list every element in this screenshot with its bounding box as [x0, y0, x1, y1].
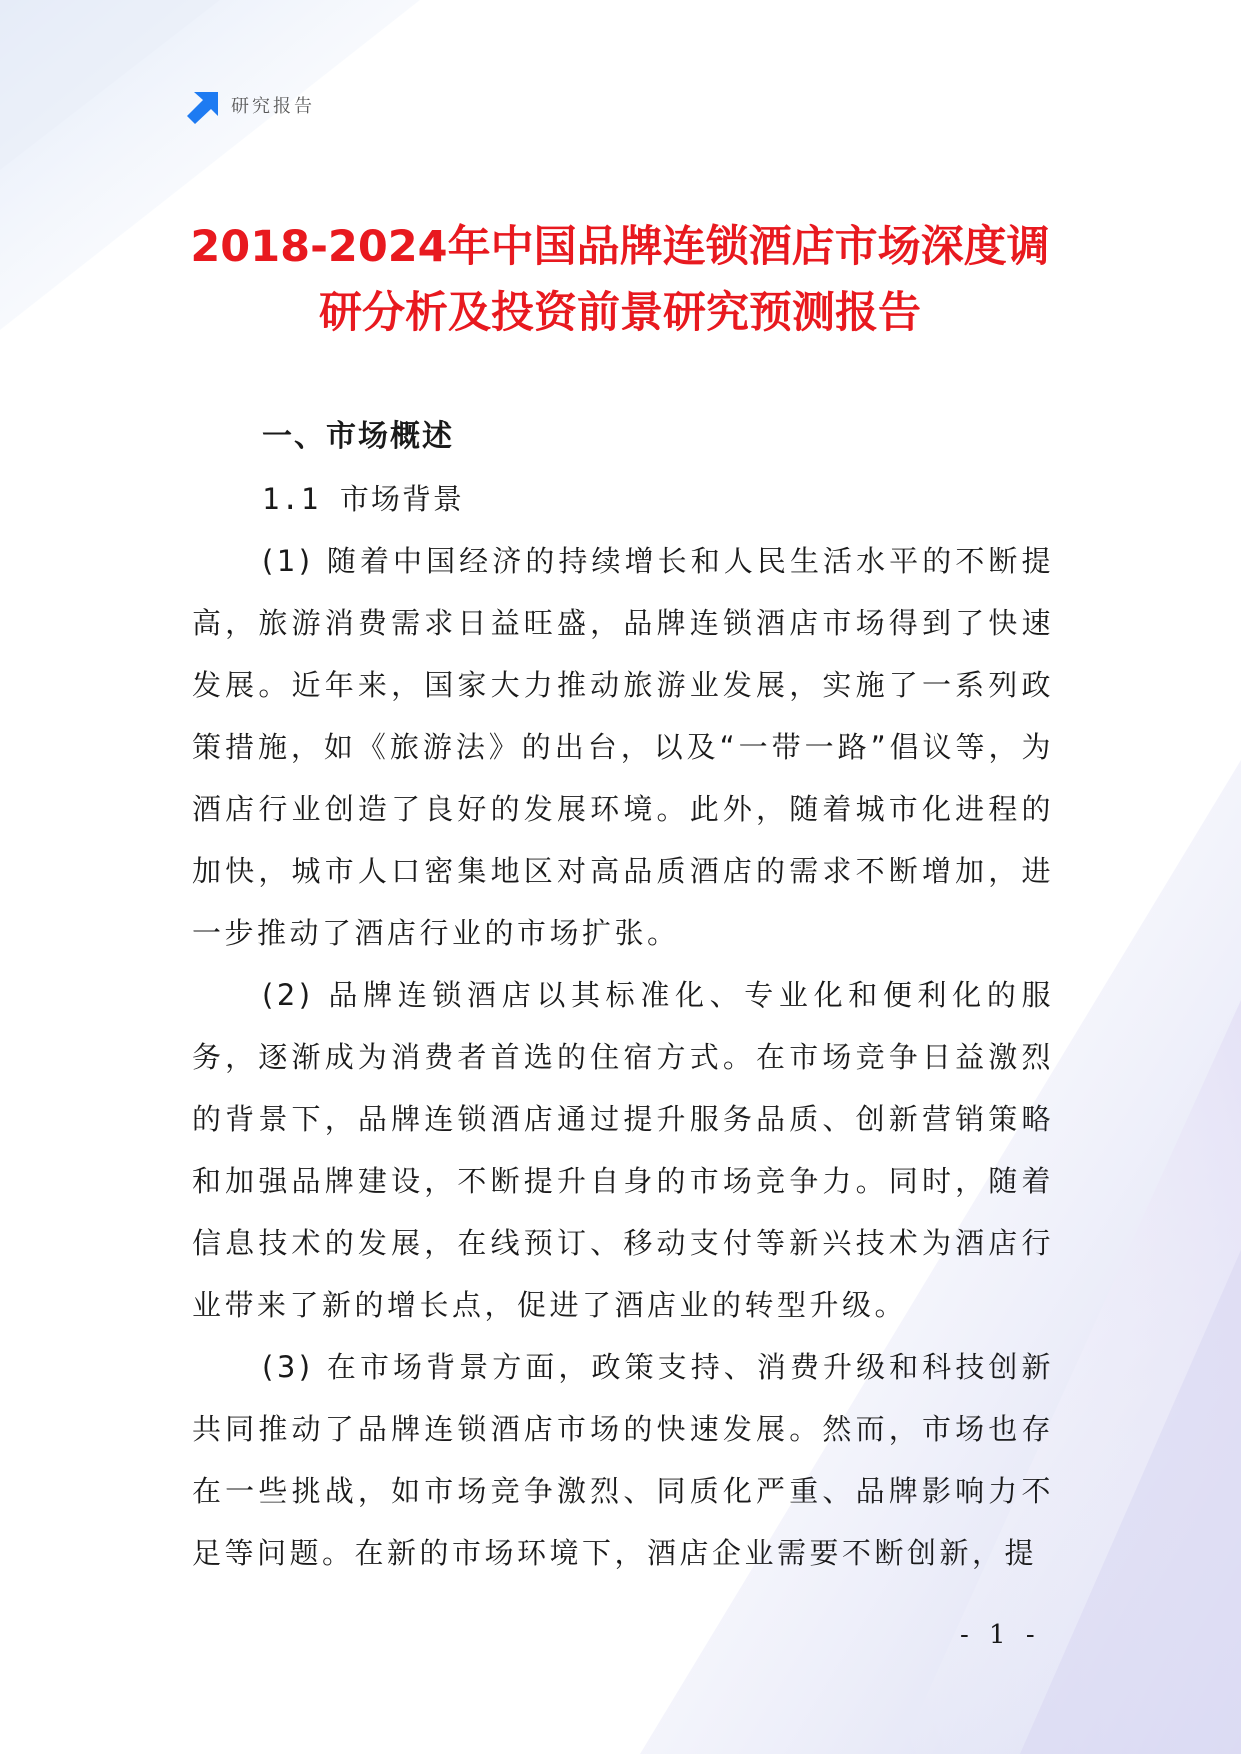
page-number: - 1 - — [960, 1620, 1041, 1650]
title-line-2: 研分析及投资前景研究预测报告 — [319, 288, 921, 338]
section-heading: 一、市场概述 — [262, 419, 454, 454]
section-subheading: 1.1 市场背景 — [262, 482, 464, 516]
document-title — [150, 214, 1090, 346]
arrow-up-right-icon — [186, 88, 222, 124]
header-label: 研究报告 — [231, 96, 315, 117]
paragraph: (1) 随着中国经济的持续增长和人民生活水平的不断提高，旅游消费需求日益旺盛，品牌连锁酒店市场得到了快速发展。近年来，国家大力推动旅游业发展，实施了一系列政策措施，如《旅游法》的出台，以及“一带一路”倡议等，为酒店行业创造了良好的发展环境。此外，随着城市化进程的加快，城市人口密集地区对高品质酒店的需求不断增加，进一步推动了酒店行业的市场扩张。 — [192, 544, 1054, 950]
paragraph: (3) 在市场背景方面，政策支持、消费升级和科技创新共同推动了品牌连锁酒店市场的快速发展。然而，市场也存在一些挑战，如市场竞争激烈、同质化严重、品牌影响力不足等问题。在新的市场环境下，酒店企业需要不断创新，提 — [192, 1350, 1054, 1570]
paragraph: (2) 品牌连锁酒店以其标准化、专业化和便利化的服务，逐渐成为消费者首选的住宿方式。在市场竞争日益激烈的背景下，品牌连锁酒店通过提升服务品质、创新营销策略和加强品牌建设，不断提升自身的市场竞争力。同时，随着信息技术的发展，在线预订、移动支付等新兴技术为酒店行业带来了新的增长点，促进了酒店业的转型升级。 — [192, 978, 1054, 1322]
document-body — [192, 406, 1054, 1584]
title-line-1: 2018-2024年中国品牌连锁酒店市场深度调 — [190, 222, 1050, 272]
